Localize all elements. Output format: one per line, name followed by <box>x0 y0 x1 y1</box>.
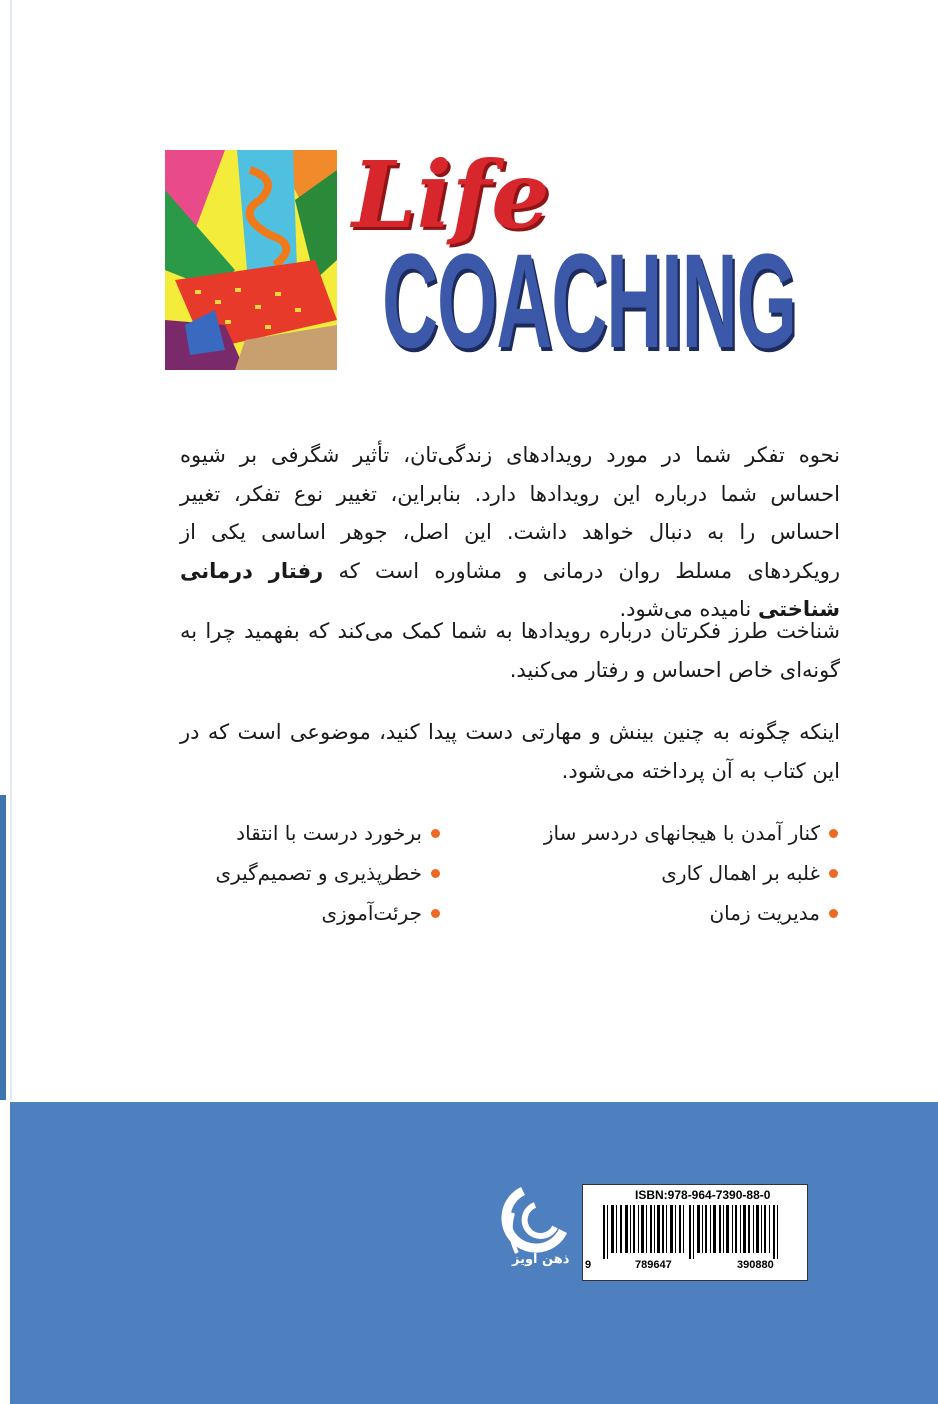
barcode-digits-right: 390880 <box>737 1259 774 1271</box>
list-item: خطرپذیری و تصمیم‌گیری <box>215 853 440 893</box>
barcode-digits-left: 789647 <box>635 1259 672 1271</box>
bullet-dot-icon <box>431 869 440 878</box>
topic-list-left <box>215 813 440 933</box>
paragraph-intro <box>180 436 840 629</box>
bullet-dot-icon <box>829 909 838 918</box>
title-life: Life <box>352 141 550 249</box>
list-item: برخورد درست با انتقاد <box>215 813 440 853</box>
cover-artwork <box>165 150 337 370</box>
list-item: غلبه بر اهمال کاری <box>544 853 838 893</box>
title-coaching: COACHING <box>382 227 796 376</box>
spine-stripe <box>0 795 6 1100</box>
highlight-cbt: رفتار درمانی شناختی <box>180 558 840 621</box>
bullet-dot-icon <box>829 829 838 838</box>
list-item: کنار آمدن با هیجانهای دردسر ساز <box>544 813 838 853</box>
bullet-dot-icon <box>431 829 440 838</box>
topic-list-right <box>544 813 838 933</box>
list-item: جرئت‌آموزی <box>215 893 440 933</box>
paragraph-intro-text: نحوه تفکر شما در مورد رویدادهای زندگی‌تان، تأثیر شگرفی بر شیوه احساس شما درباره این رویدادها دارد. بنابراین، تغییر نوع تفکر، تغییر احساس را به دنبال خواهد داشت. این اصل، جوهر اساسی یکی از رویکردهای مسلط روان درمانی و مشاوره است که <box>180 443 840 583</box>
barcode-bars <box>593 1205 797 1259</box>
barcode-label <box>582 1184 808 1281</box>
paragraph-understanding <box>180 612 840 689</box>
paragraph-book-topic <box>180 713 840 790</box>
paragraph-book-topic-text: اینکه چگونه به چنین بینش و مهارتی دست پیدا کنید، موضوعی است که در این کتاب به آن پرداخته می‌شود. <box>180 720 840 783</box>
isbn-text: ISBN:978-964-7390-88-0 <box>635 1188 771 1202</box>
bullet-dot-icon <box>829 869 838 878</box>
list-item: مدیریت زمان <box>544 893 838 933</box>
spine-edge <box>10 0 12 1100</box>
barcode-digit-first: 9 <box>585 1259 592 1271</box>
publisher-name: ذهن آویز <box>512 1252 570 1267</box>
paragraph-intro-end: نامیده می‌شود. <box>619 597 758 621</box>
bullet-dot-icon <box>431 909 440 918</box>
paragraph-understanding-text: شناخت طرز فکرتان درباره رویدادها به شما کمک می‌کند که بفهمید چرا به گونه‌ای خاص احساس و رفتار می‌کنید. <box>180 619 840 682</box>
